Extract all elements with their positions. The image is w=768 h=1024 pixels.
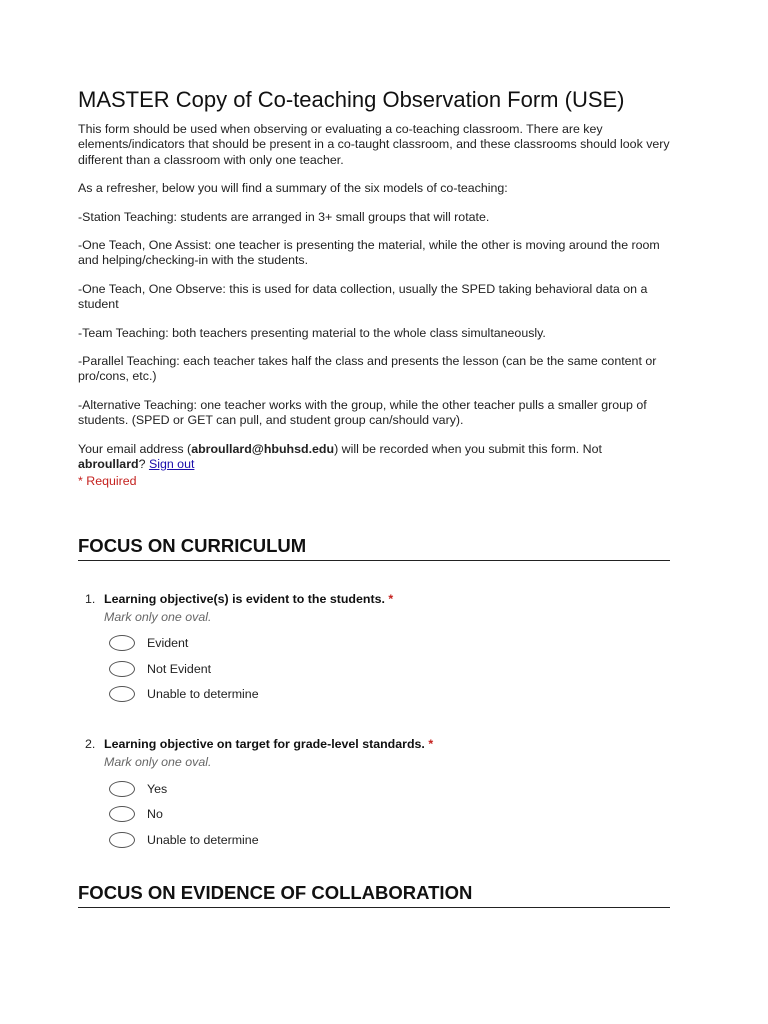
radio-option-unable-to-determine[interactable] [104, 827, 670, 853]
question-title [104, 736, 670, 752]
radio-option-no[interactable] [104, 802, 670, 828]
model-one-teach-one-observe: -One Teach, One Observe: this is used for data collection, usually the SPED taking behavioral data on a student [78, 281, 648, 312]
radio-oval[interactable] [109, 832, 135, 848]
radio-oval[interactable] [109, 661, 135, 677]
radio-oval[interactable] [109, 806, 135, 822]
question-title-text: Learning objective(s) is evident to the students. [104, 591, 385, 606]
model-parallel-teaching: -Parallel Teaching: each teacher takes half the class and presents the lesson (can be the same content or pro/cons, etc.) [78, 354, 657, 384]
radio-label: Yes [147, 781, 168, 796]
question-1 [78, 591, 670, 708]
radio-oval[interactable] [109, 635, 135, 651]
radio-label: Not Evident [147, 661, 212, 676]
radio-oval[interactable] [109, 686, 135, 702]
required-asterisk: * [388, 591, 394, 606]
radio-group [104, 776, 670, 853]
form-page [78, 86, 670, 908]
radio-label: Evident [147, 636, 189, 651]
required-note: * Required [78, 473, 137, 488]
required-asterisk: * [428, 737, 434, 751]
model-station-teaching: -Station Teaching: students are arranged in 3+ small groups that will rotate. [78, 209, 490, 224]
form-title: MASTER Copy of Co-teaching Observation Form (USE) [78, 87, 625, 112]
radio-option-evident[interactable] [104, 631, 670, 657]
email-notice [78, 442, 670, 473]
radio-option-yes[interactable] [104, 776, 670, 802]
question-help: Mark only one oval. [104, 755, 212, 769]
question-title-text: Learning objective on target for grade-level standards. [104, 737, 425, 751]
section-title-collaboration: FOCUS ON EVIDENCE OF COLLABORATION [78, 882, 670, 908]
email-address: abroullard@hbuhsd.edu [191, 441, 335, 456]
question-title [104, 591, 670, 607]
radio-oval[interactable] [109, 781, 135, 797]
radio-label: Unable to determine [147, 832, 259, 847]
question-number: 2. [85, 737, 96, 751]
email-notice-question: ? [138, 457, 149, 472]
form-description-intro: This form should be used when observing or evaluating a co-teaching classroom. There are key elements/indicators that should be present in a co-taught classroom, and these classrooms should look very different than a classroom with only one teacher. [78, 122, 670, 167]
radio-option-not-evident[interactable] [104, 656, 670, 682]
question-2 [78, 736, 670, 853]
email-notice-prefix: Your email address ( [78, 441, 192, 456]
model-team-teaching: -Team Teaching: both teachers presenting material to the whole class simultaneously. [78, 325, 546, 340]
radio-label: No [147, 807, 163, 822]
model-alternative-teaching: -Alternative Teaching: one teacher works with the group, while the other teacher pulls a smaller group of students. (SPED or GET can pull, and student group can/should vary). [78, 397, 647, 428]
radio-label: Unable to determine [147, 687, 259, 702]
email-notice-middle: ) will be recorded when you submit this form. Not [334, 441, 602, 456]
question-number: 1. [85, 591, 96, 606]
account-username: abroullard [78, 457, 139, 472]
section-title-curriculum: FOCUS ON CURRICULUM [78, 535, 670, 561]
form-description-refresher: As a refresher, below you will find a summary of the six models of co-teaching: [78, 181, 508, 196]
question-help: Mark only one oval. [104, 609, 212, 624]
radio-group [104, 631, 670, 708]
radio-option-unable-to-determine[interactable] [104, 682, 670, 708]
sign-out-link[interactable]: Sign out [148, 457, 195, 472]
model-one-teach-one-assist: -One Teach, One Assist: one teacher is presenting the material, while the other is moving around the room and helping/checking-in with the students. [78, 238, 660, 268]
